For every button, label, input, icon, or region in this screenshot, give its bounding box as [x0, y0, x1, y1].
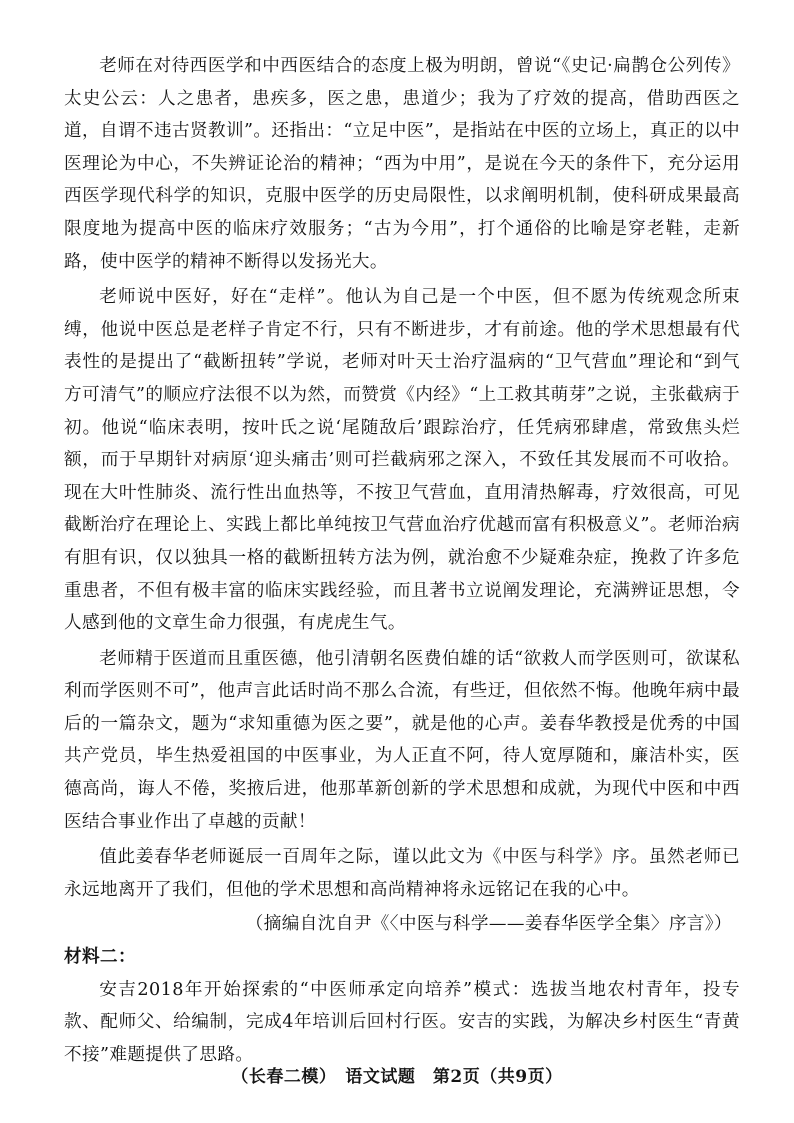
article-body [64, 50, 740, 1071]
paragraph-2: 老师说中医好，好在“走样”。他认为自己是一个中医，但不愿为传统观念所束缚，他说中医总是老样子肯定不行，只有不断进步，才有前途。他的学术思想最有代表性的是提出了“截断扭转”学说，老师对叶天士治疗温病的“卫气营血”理论和“到气方可清气”的顺应疗法很不以为然，而赞赏《内经》“上工救其萌芽”之说，主张截病于初。他说“临床表明，按叶氏之说‘尾随敌后’跟踪治疗，任凭病邪肆虐，常致焦头烂额，而于早期针对病原‘迎头痛击’则可拦截病邪之深入，不致任其发展而不可收拾。现在大叶性肺炎、流行性出血热等，不按卫气营血，直用清热解毒，疗效很高，可见截断治疗在理论上、实践上都比单纯按卫气营血治疗优越而富有积极意义”。老师治病有胆有识，仅以独具一格的截断扭转方法为例，就治愈不少疑难杂症，挽救了许多危重患者，不但有极丰富的临床实践经验，而且著书立说阐发理论，充满辨证思想，令人感到他的文章生命力很强，有虎虎生气。 [64, 287, 740, 634]
page-footer: （长春二模） 语文试题 第2页（共9页） [231, 1067, 563, 1087]
paragraph-3: 老师精于医道而且重医德，他引清朝名医费伯雄的话“欲救人而学医则可，欲谋私利而学医则不可”，他声言此话时尚不那么合流，有些迂，但依然不悔。他晚年病中最后的一篇杂文，题为“求知重德为医之要”，就是他的心声。姜春华教授是优秀的中国共产党员，毕生热爱祖国的中医事业，为人正直不阿，待人宽厚随和，廉洁朴实，医德高尚，诲人不倦，奖掖后进，他那革新创新的学术思想和成就，为现代中医和中西医结合事业作出了卓越的贡献！ [64, 648, 740, 832]
source-citation: （摘编自沈自尹《〈中医与科学——姜春华医学全集〉序言》） [245, 914, 732, 935]
material2-text: 安吉2018年开始探索的“中医师承定向培养”模式：选拔当地农村青年，投专款、配师父、给编制，完成4年培训后回村行医。安吉的实践，为解决乡村医生“青黄不接”难题提供了思路。 [64, 979, 740, 1065]
paragraph-4: 值此姜春华老师诞辰一百周年之际，谨以此文为《中医与科学》序。虽然老师已永远地离开了我们，但他的学术思想和高尚精神将永远铭记在我的心中。 [64, 847, 740, 900]
paragraph-1: 老师在对待西医学和中西医结合的态度上极为明朗，曾说“《史记·扁鹊仓公列传》太史公云：人之患者，患疾多，医之患，患道少；我为了疗效的提高，借助西医之道，自谓不违古贤教训”。还指出：“立足中医”，是指站在中医的立场上，真正的以中医理论为中心，不失辨证论治的精神；“西为中用”，是说在今天的条件下，充分运用西医学现代科学的知识，克服中医学的历史局限性，以求阐明机制，使科研成果最高限度地为提高中医的临床疗效服务；“古为今用”，打个通俗的比喻是穿老鞋，走新路，使中医学的精神不断得以发扬光大。 [64, 56, 740, 272]
material2-label: 材料二： [64, 946, 136, 968]
